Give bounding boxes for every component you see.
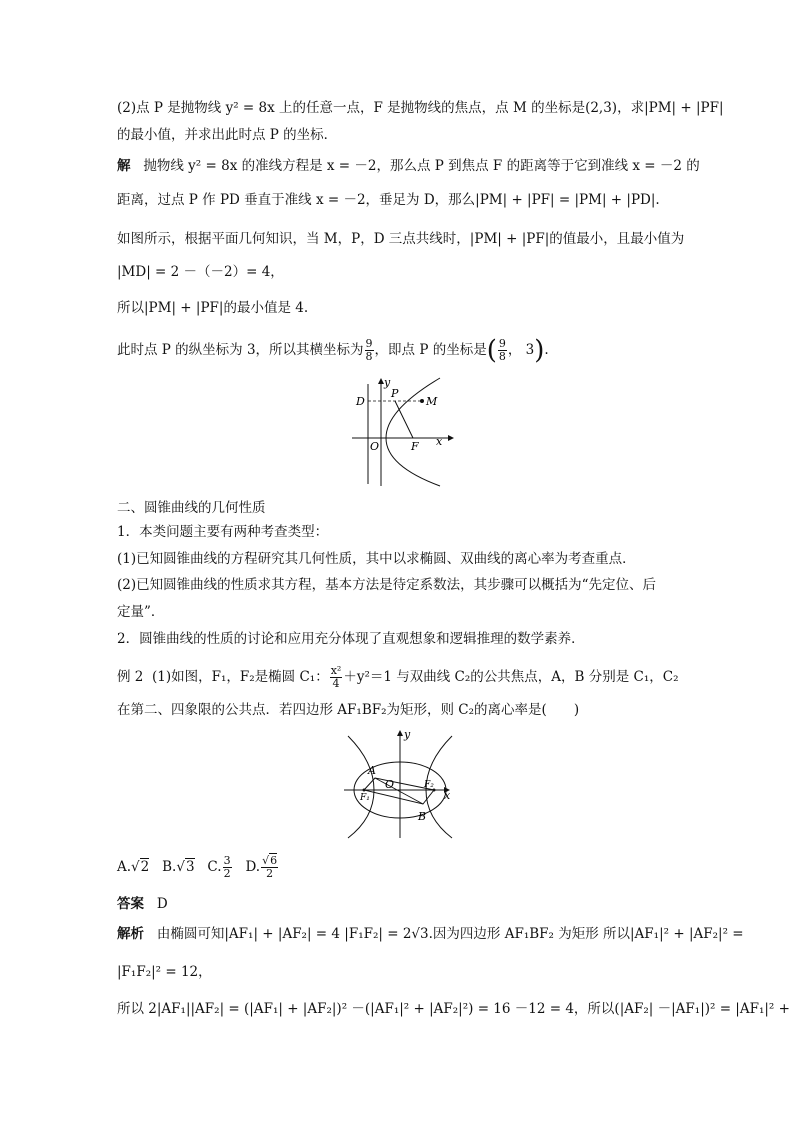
choice-D[interactable]: D. $\frac{√6}{2}$ bbox=[245, 854, 278, 880]
parabola-figure bbox=[340, 376, 460, 488]
solution-line-2: 距离，过点 P 作 PD 垂直于准线 x = －2，垂足为 D，那么|PM| + |PF| = |PM| + |PD|. bbox=[117, 192, 660, 208]
example-2-line-2: 在第二、四象限的公共点．若四边形 AF₁BF₂为矩形，则 C₂的离心率是( ) bbox=[117, 702, 580, 718]
label-y2: y bbox=[404, 728, 411, 741]
item-2: 2．圆锥曲线的性质的讨论和应用充分体现了直观想象和逻辑推理的数学素养． bbox=[117, 631, 585, 647]
example-2-line-1 bbox=[117, 662, 679, 692]
label-y: y bbox=[384, 376, 391, 389]
fraction-9-8: $\frac{9}{8}$ bbox=[365, 337, 373, 363]
solution-text-6b: ，即点 P 的坐标是 bbox=[374, 342, 487, 358]
label-M: M bbox=[426, 395, 438, 408]
example-2-text-b: ＋y²＝1 与双曲线 C₂的公共焦点，A，B 分别是 C₁，C₂ bbox=[343, 669, 679, 685]
choice-B[interactable]: B.√3 bbox=[162, 859, 195, 875]
problem-2-line-1: (2)点 P 是抛物线 y² = 8x 上的任意一点，F 是抛物线的焦点，点 M 的坐标是(2,3)，求|PM| + |PF| bbox=[117, 100, 724, 116]
label-O: O bbox=[370, 440, 380, 453]
analysis-line-3: 所以 2|AF₁||AF₂| = (|AF₁| + |AF₂|)² －(|AF₁|² + |AF₂|²) = 16 －12 = 4，所以(|AF₂| －|AF₁|)² = |AF₁|² + bbox=[117, 1001, 790, 1017]
choices-row bbox=[117, 852, 279, 882]
label-P: P bbox=[391, 387, 399, 400]
label-A: A bbox=[368, 764, 376, 777]
label-F: F bbox=[411, 440, 419, 453]
solution-line-4: |MD| = 2 －（－2）= 4， bbox=[117, 264, 284, 280]
analysis-label: 解析 bbox=[117, 926, 144, 942]
label-D: D bbox=[356, 395, 365, 408]
solution-line-1 bbox=[117, 157, 700, 175]
fraction-9-8-coord: $\frac{9}{8}$ bbox=[498, 337, 506, 363]
label-F1: F₁ bbox=[360, 793, 370, 803]
example-2-text-a: (1)如图，F₁，F₂是椭圆 C₁： bbox=[151, 669, 329, 685]
ellipse-hyperbola-figure bbox=[340, 728, 460, 840]
solution-line-5: 所以|PM| + |PF|的最小值是 4. bbox=[117, 300, 309, 316]
answer-line bbox=[117, 895, 168, 913]
analysis-line-1 bbox=[117, 925, 744, 943]
choice-C[interactable]: C. $\frac{3}{2}$ bbox=[207, 854, 231, 880]
label-x2: x bbox=[444, 789, 451, 802]
example-2-label: 例 2 bbox=[117, 669, 144, 685]
answer-value: D bbox=[156, 896, 168, 912]
item-1-b-line-1: (2)已知圆锥曲线的性质求其方程，基本方法是待定系数法，其步骤可以概括为“先定位、后 bbox=[117, 577, 657, 593]
solution-line-3: 如图所示，根据平面几何知识，当 M，P，D 三点共线时，|PM| + |PF|的值最小，且最小值为 bbox=[117, 231, 685, 247]
label-O2: O bbox=[385, 778, 395, 791]
fraction-x2-4: $\frac{\text{x²}}{4}$ bbox=[330, 664, 342, 690]
choice-A[interactable]: A.√2 bbox=[117, 859, 150, 875]
solution-text-6a: 此时点 P 的纵坐标为 3，所以其横坐标为 bbox=[117, 342, 364, 358]
item-1-b-line-2: 定量”． bbox=[117, 604, 165, 620]
item-1-a: (1)已知圆锥曲线的方程研究其几何性质，其中以求椭圆、双曲线的离心率为考查重点． bbox=[117, 551, 636, 567]
label-x: x bbox=[436, 435, 443, 448]
answer-label: 答案 bbox=[117, 896, 144, 912]
solution-label: 解 bbox=[117, 158, 131, 174]
solution-text-1: 抛物线 y² = 8x 的准线方程是 x = －2，那么点 P 到焦点 F 的距离等于它到准线 x = －2 的 bbox=[143, 158, 700, 174]
analysis-text-1: 由椭圆可知|AF₁| + |AF₂| = 4 |F₁F₂| = 2√3.因为四边形 AF₁BF₂ 为矩形 所以|AF₁|² + |AF₂|² = bbox=[156, 926, 744, 942]
solution-line-6: 此时点 P 的纵坐标为 3，所以其横坐标为 $\frac{9}{8}$ ，即点 P 的坐标是( $\frac{9}{8}$ ， 3). bbox=[117, 335, 549, 366]
problem-2-line-2: 的最小值，并求出此时点 P 的坐标． bbox=[117, 127, 338, 143]
item-1: 1．本类问题主要有两种考查类型： bbox=[117, 524, 329, 540]
section-2-title: 二、圆锥曲线的几何性质 bbox=[117, 500, 266, 516]
label-B: B bbox=[418, 810, 427, 823]
point-y: 3 bbox=[525, 342, 535, 358]
label-F2: F₂ bbox=[424, 780, 434, 790]
analysis-line-2: |F₁F₂|² = 12， bbox=[117, 964, 212, 980]
